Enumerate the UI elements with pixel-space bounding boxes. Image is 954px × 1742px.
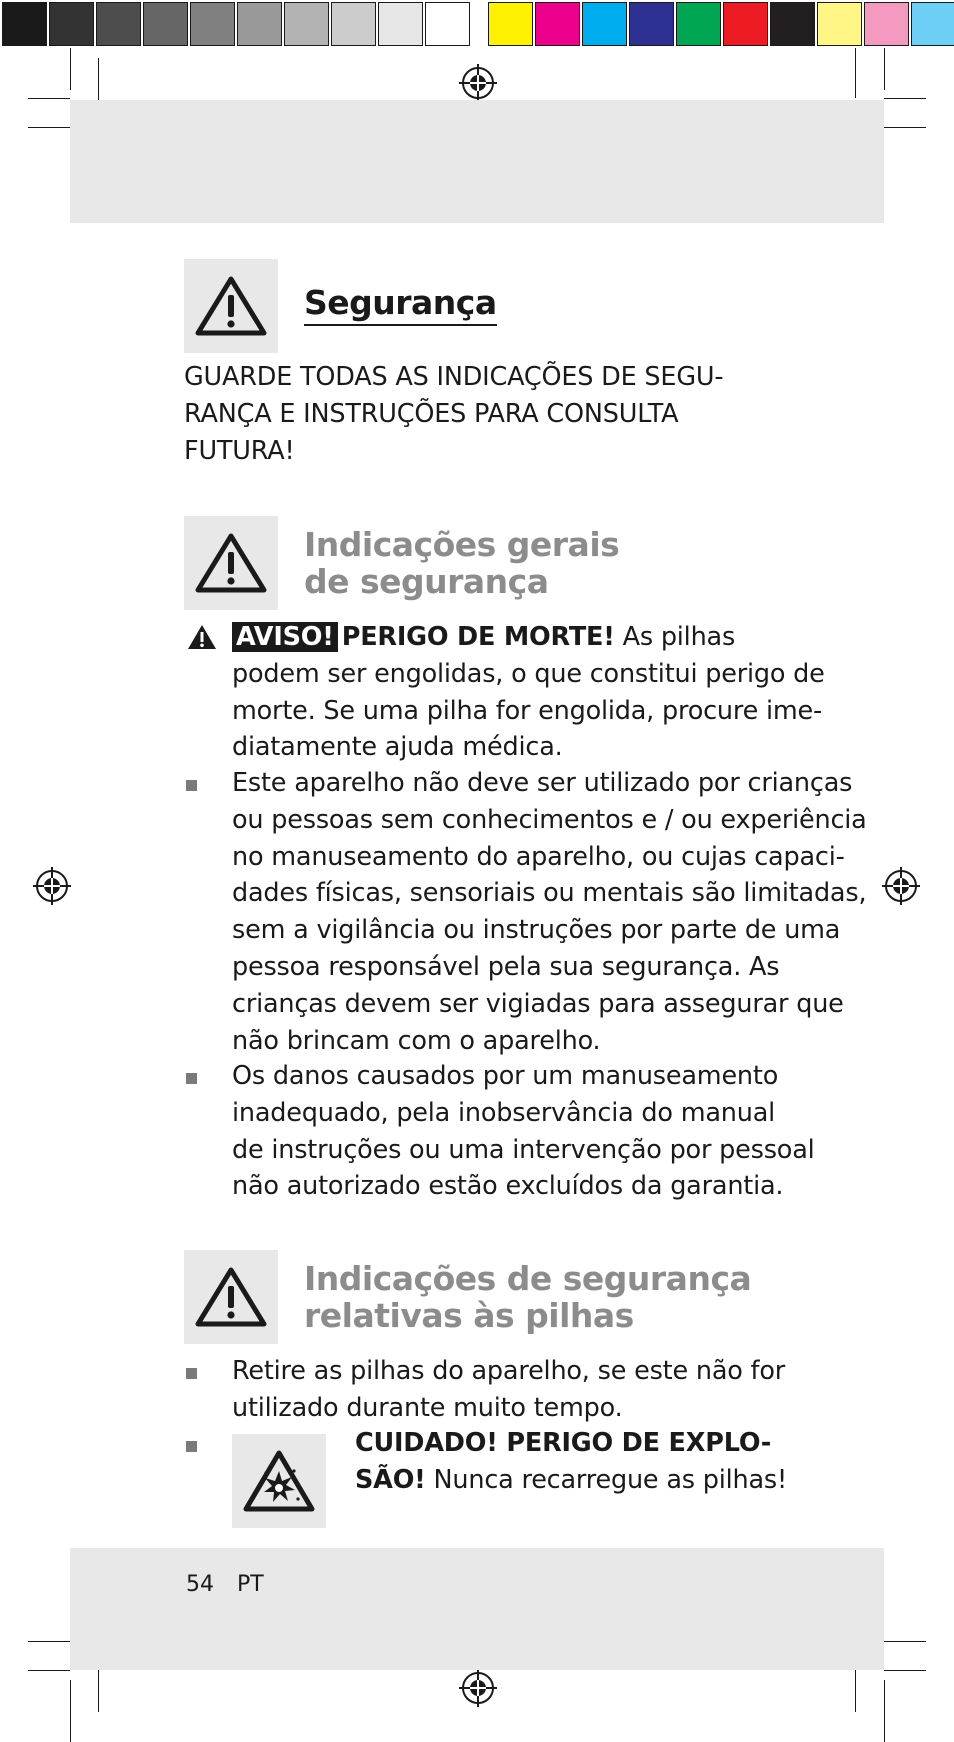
page-number: 54 [186, 1572, 214, 1597]
explosion-hazard-icon [242, 1449, 316, 1513]
explosion-warning-text: CUIDADO! PERIGO DE EXPLO- SÃO! Nunca recarregue as pilhas! [355, 1428, 787, 1495]
color-swatch [2, 2, 47, 46]
color-swatch [237, 2, 282, 46]
warning-triangle-box [184, 1250, 278, 1344]
section-title-general: Indicações gerais de segurança [304, 525, 620, 601]
registration-mark-icon [881, 866, 921, 906]
warning-small-icon [186, 623, 218, 651]
language-code: PT [237, 1572, 264, 1597]
list-item: Os danos causados por um manuseamento inadequado, pela inobservância do manual de instruções ou uma intervenção por pessoal não autorizado estão excluídos da garantia. [232, 1061, 815, 1202]
registration-mark-icon [458, 1668, 498, 1708]
color-swatch [582, 2, 627, 46]
warning-triangle-box [184, 516, 278, 610]
warning-triangle-box [184, 259, 278, 353]
color-swatch [331, 2, 376, 46]
color-swatch [817, 2, 862, 46]
color-swatch [911, 2, 954, 46]
list-item: Retire as pilhas do aparelho, se este não for utilizado durante muito tempo. [232, 1356, 786, 1423]
explosion-warning-box [232, 1434, 326, 1528]
color-swatch [770, 2, 815, 46]
color-swatch [488, 2, 533, 46]
aviso-badge: AVISO! [232, 622, 338, 652]
warning-triangle-icon [195, 1266, 267, 1328]
color-swatch [864, 2, 909, 46]
list-item: Este aparelho não deve ser utilizado por crianças ou pessoas sem conhecimentos e / ou experiência no manuseamento do aparelho, ou cujas capaci- dades físicas, sensoriais ou mentais são limitadas, sem a vigilância ou instruções por parte de uma pessoa responsável pela sua segurança. As crianças devem ser vigiadas para assegurar que não brincam com o aparelho. [232, 768, 867, 1056]
bullet-marker [186, 1073, 197, 1084]
color-swatch [629, 2, 674, 46]
color-swatch [190, 2, 235, 46]
section-title-safety: Segurança [304, 284, 497, 321]
color-swatch [378, 2, 423, 46]
color-swatch [723, 2, 768, 46]
registration-mark-icon [458, 63, 498, 103]
color-swatch [676, 2, 721, 46]
registration-mark-icon [32, 866, 72, 906]
color-calibration-bar [0, 0, 954, 50]
section-title-batteries: Indicações de segurança relativas às pilhas [304, 1259, 752, 1335]
warning-triangle-icon [195, 275, 267, 337]
header-band [70, 100, 884, 223]
warning-death-danger: AVISO! PERIGO DE MORTE! As pilhas podem ser engolidas, o que constitui perigo de morte. Se uma pilha for engolida, procure ime- diatamente ajuda médica. [232, 622, 825, 763]
footer-band [70, 1548, 884, 1670]
warning-triangle-icon [195, 532, 267, 594]
color-swatch [535, 2, 580, 46]
color-swatch [96, 2, 141, 46]
color-swatch [425, 2, 470, 46]
safety-notice: GUARDE TODAS AS INDICAÇÕES DE SEGU- RANÇA E INSTRUÇÕES PARA CONSULTA FUTURA! [184, 362, 724, 466]
bullet-marker [186, 780, 197, 791]
color-swatch [49, 2, 94, 46]
color-swatch [284, 2, 329, 46]
bullet-marker [186, 1441, 197, 1452]
color-swatch [143, 2, 188, 46]
bullet-marker [186, 1368, 197, 1379]
